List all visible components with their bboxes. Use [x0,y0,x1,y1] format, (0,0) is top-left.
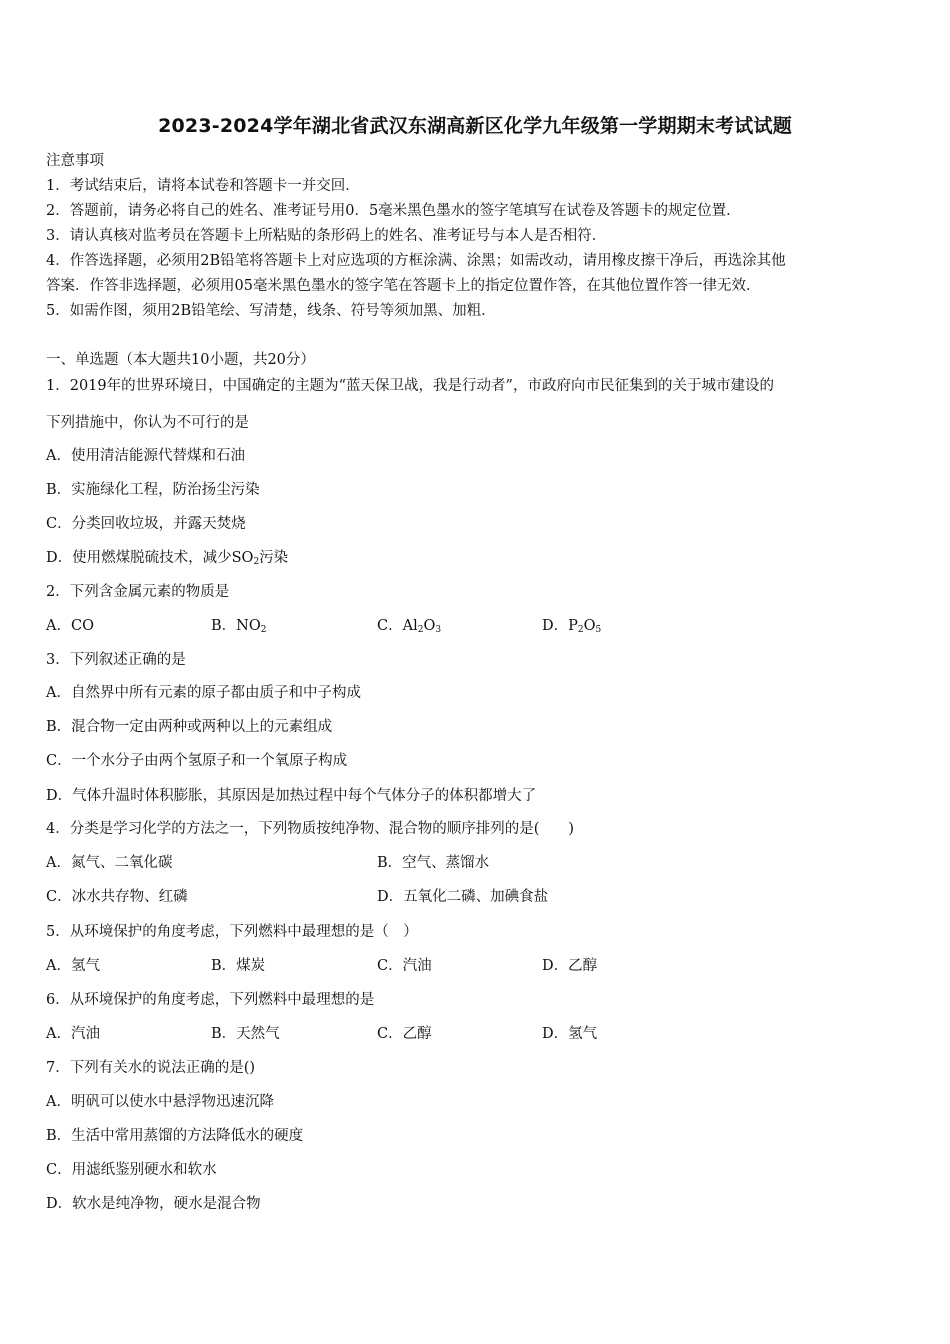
notice-item: 4．作答选择题，必须用2B铅笔将答题卡上对应选项的方框涂满、涂黑；如需改动，请用橡皮擦干净后，再选涂其他 [46,253,786,269]
question-1-stem: 1．2019年的世界环境日，中国确定的主题为“蓝天保卫战，我是行动者”，市政府向市民征集到的关于城市建设的 [46,378,774,394]
question-6-option-d: D．氢气 [542,1026,598,1042]
question-3-option-b: B．混合物一定由两种或两种以上的元素组成 [46,719,333,735]
question-7-option-b: B．生活中常用蒸馏的方法降低水的硬度 [46,1128,304,1144]
question-1-option-b: B．实施绿化工程，防治扬尘污染 [46,482,260,498]
notice-heading: 注意事项 [46,153,104,169]
notice-item: 2．答题前，请务必将自己的姓名、准考证号用0．5毫米黑色墨水的签字笔填写在试卷及答题卡的规定位置． [46,203,741,219]
question-4-option-b: B．空气、蒸馏水 [377,855,490,871]
question-5-option-a: A．氢气 [46,958,100,974]
question-3-option-d: D．气体升温时体积膨胀，其原因是加热过程中每个气体分子的体积都增大了 [46,788,537,804]
question-6-option-b: B．天然气 [211,1026,280,1042]
question-4-option-a: A．氮气、二氧化碳 [46,855,173,871]
question-1-option-a: A．使用清洁能源代替煤和石油 [46,448,245,464]
question-2-option-a: A．CO [46,618,94,634]
question-2-stem: 2．下列含金属元素的物质是 [46,584,230,600]
notice-item: 答案．作答非选择题，必须用05毫米黑色墨水的签字笔在答题卡上的指定位置作答，在其他位置作答一律无效． [46,278,761,294]
question-1-option-d: D．使用燃煤脱硫技术，减少$SO_2$污染 [46,550,289,567]
question-3-option-c: C．一个水分子由两个氢原子和一个氧原子构成 [46,753,348,769]
question-2-option-b: B．$NO_2$ [211,618,267,635]
notice-item: 5．如需作图，须用2B铅笔绘、写清楚，线条、符号等须加黑、加粗． [46,303,496,319]
question-1-stem-cont: 下列措施中，你认为不可行的是 [46,415,249,431]
question-7-option-a: A．明矾可以使水中悬浮物迅速沉降 [46,1094,274,1110]
question-3-option-a: A．自然界中所有元素的原子都由质子和中子构成 [46,685,361,701]
notice-item: 1．考试结束后，请将本试卷和答题卡一并交回． [46,178,360,194]
question-5-option-d: D．乙醇 [542,958,598,974]
question-5-stem: 5．从环境保护的角度考虑，下列燃料中最理想的是（ ） [46,924,418,940]
exam-title: 2023-2024学年湖北省武汉东湖高新区化学九年级第一学期期末考试试题 [158,115,792,137]
question-6-option-c: C．乙醇 [377,1026,432,1042]
question-5-option-c: C．汽油 [377,958,432,974]
question-7-option-c: C．用滤纸鉴别硬水和软水 [46,1162,217,1178]
question-6-option-a: A．汽油 [46,1026,100,1042]
question-4-option-c: C．冰水共存物、红磷 [46,889,188,905]
question-7-option-d: D．软水是纯净物，硬水是混合物 [46,1196,261,1212]
notice-item: 3．请认真核对监考员在答题卡上所粘贴的条形码上的姓名、准考证号与本人是否相符． [46,228,607,244]
question-7-stem: 7．下列有关水的说法正确的是() [46,1060,256,1076]
question-2-option-d: D．$P_2O_5$ [542,618,602,635]
question-4-option-d: D．五氧化二磷、加碘食盐 [377,889,549,905]
question-4-stem: 4．分类是学习化学的方法之一，下列物质按纯净物、混合物的顺序排列的是( ) [46,821,575,837]
question-3-stem: 3．下列叙述正确的是 [46,652,186,668]
section-heading: 一、单选题（本大题共10小题，共20分） [46,352,315,368]
question-1-option-c: C．分类回收垃圾，并露天焚烧 [46,516,246,532]
question-5-option-b: B．煤炭 [211,958,266,974]
question-6-stem: 6．从环境保护的角度考虑，下列燃料中最理想的是 [46,992,375,1008]
question-2-option-c: C．$Al_2O_3$ [377,618,442,635]
